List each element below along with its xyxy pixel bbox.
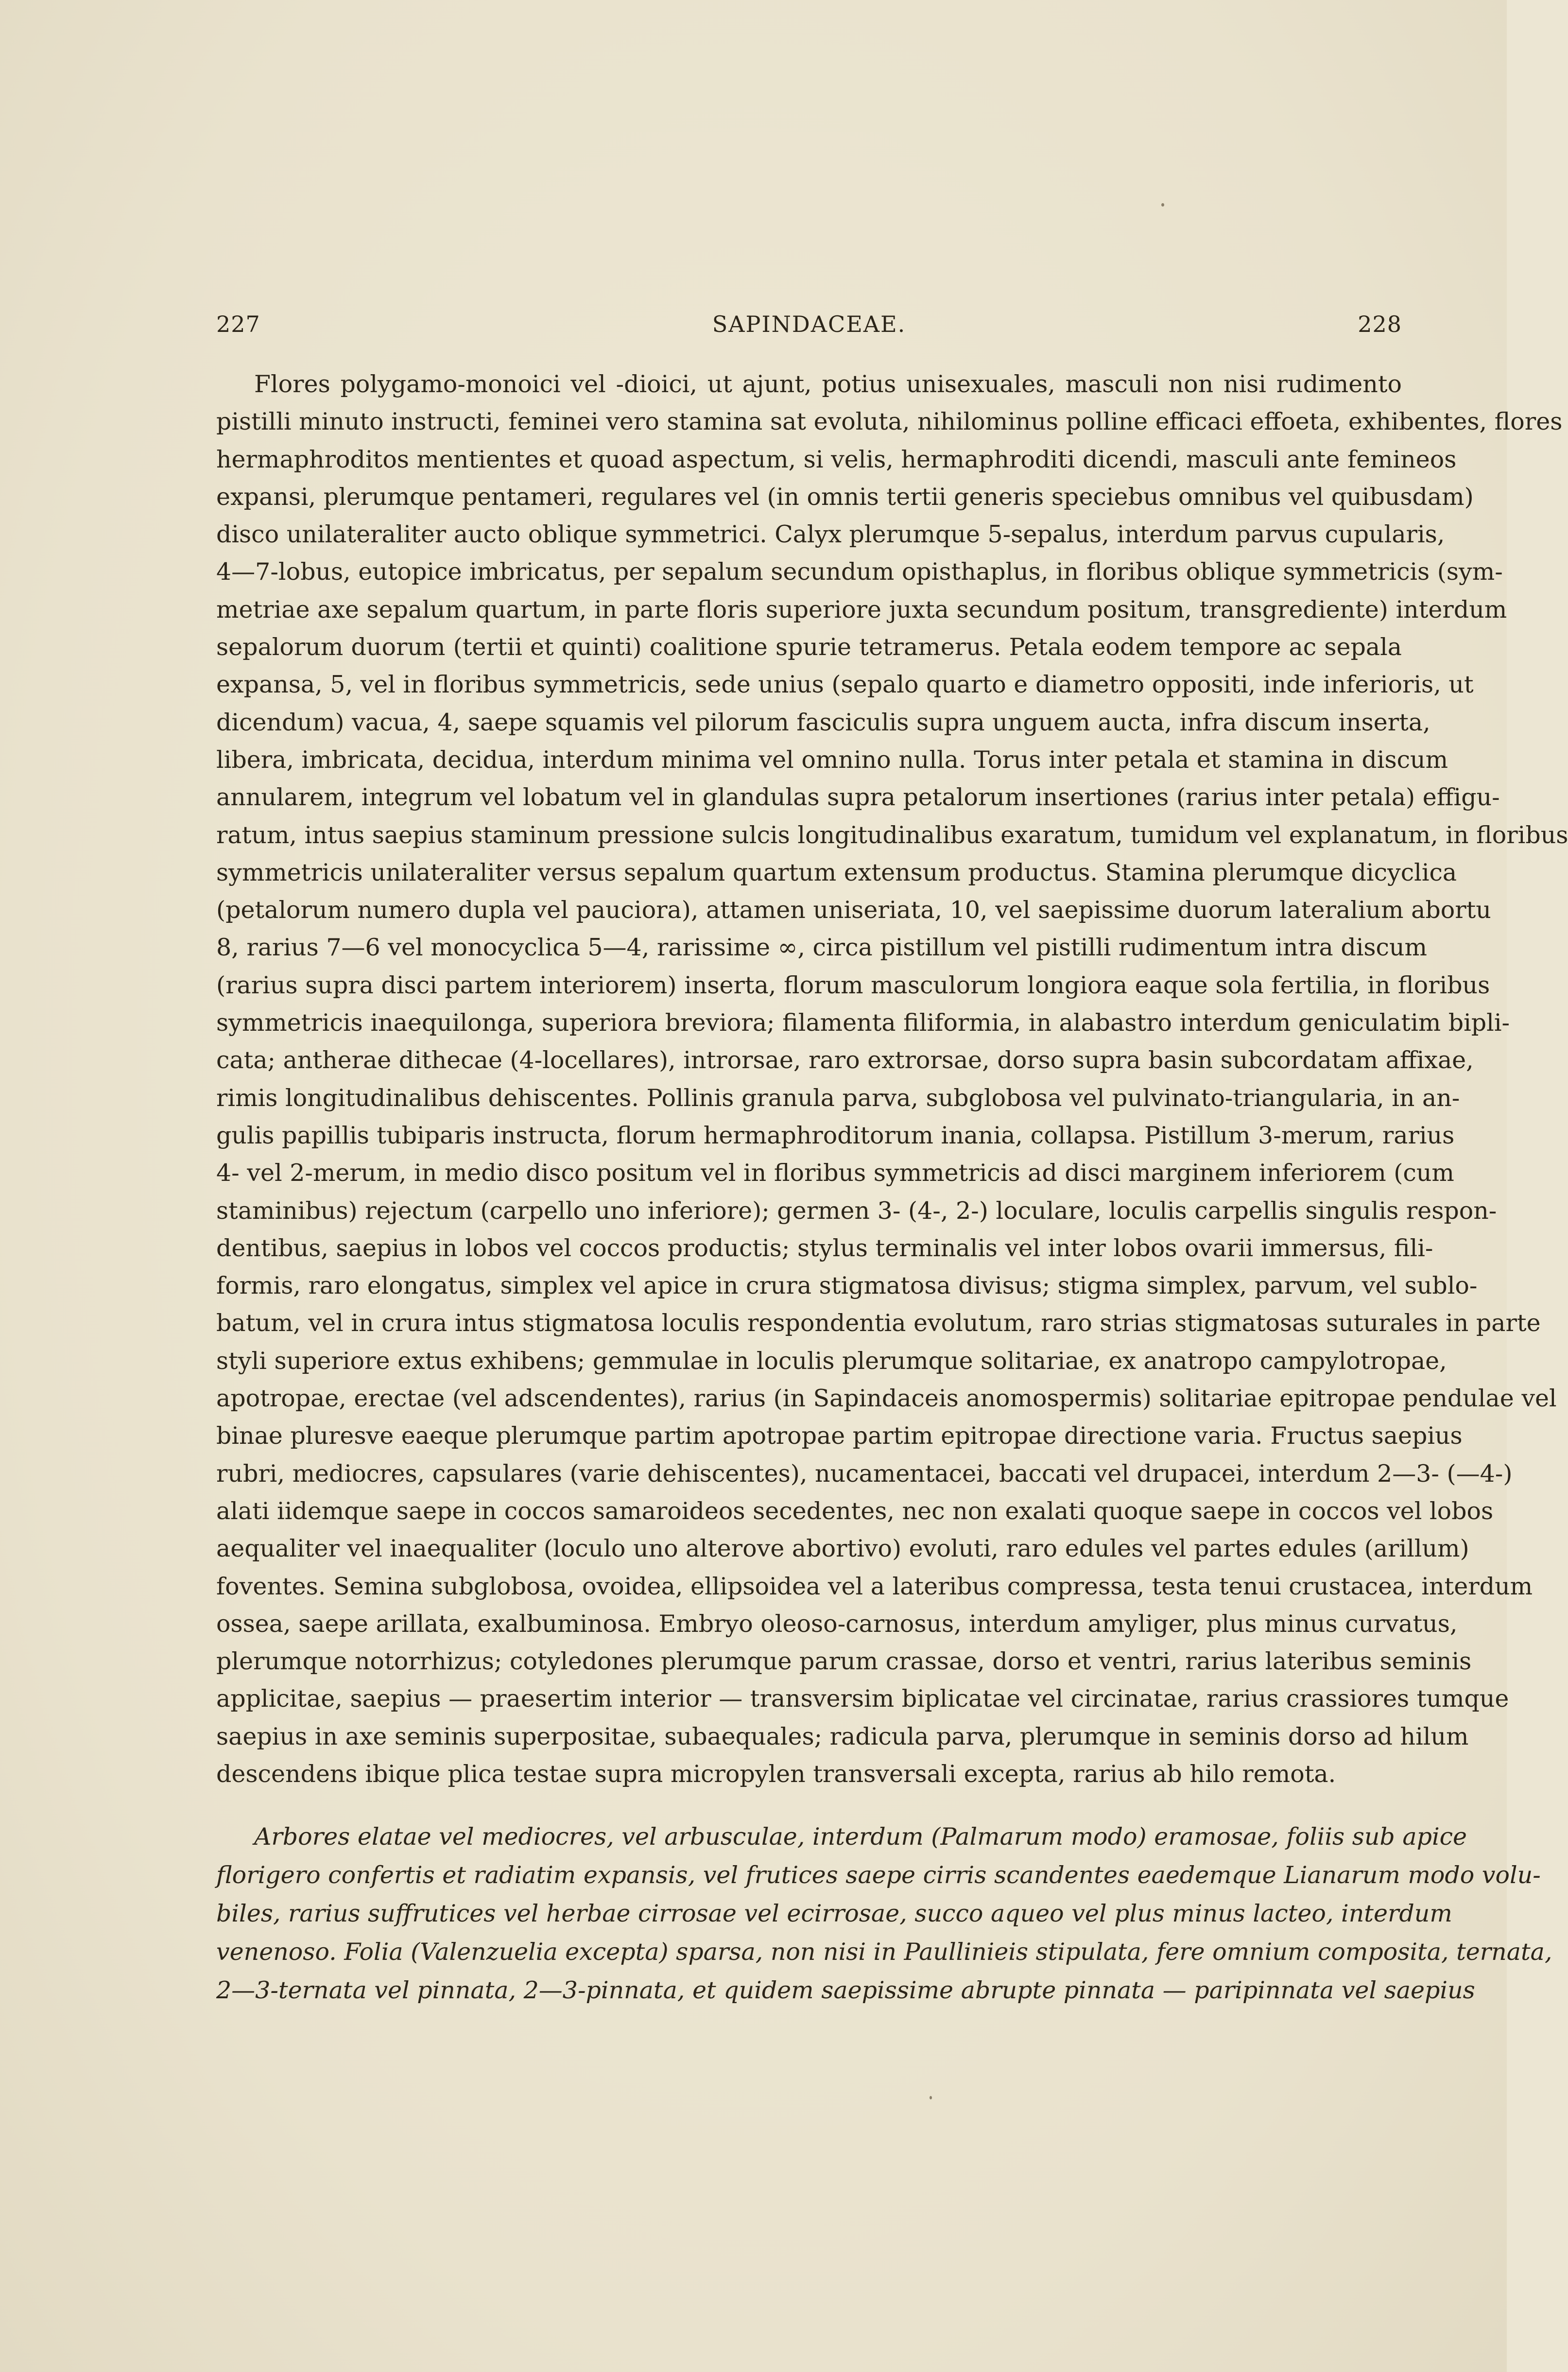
text-line: dicendum) vacua, 4, saepe squamis vel pilorum fasciculis supra unguem aucta, infra discum inserta, [216, 708, 1430, 736]
text-line: rimis longitudinalibus dehiscentes. Pollinis granula parva, subglobosa vel pulvinato-triangularia, in an- [216, 1084, 1460, 1112]
italic-text-line: biles, rarius suffrutices vel herbae cirrosae vel ecirrosae, succo aqueo vel plus minus lacteo, interdum [216, 1900, 1452, 1927]
text-line: staminibus) rejectum (carpello uno inferiore); germen 3- (4-, 2-) loculare, loculis carpellis singulis respon- [216, 1196, 1497, 1225]
text-line: 8, rarius 7—6 vel monocyclica 5—4, rarissime ∞, circa pistillum vel pistilli rudimentum intra discum [216, 934, 1427, 962]
text-line: binae pluresve eaeque plerumque partim apotropae partim epitropae directione varia. Fructus saepius [216, 1422, 1463, 1450]
text-line: libera, imbricata, decidua, interdum minima vel omnino nulla. Torus inter petala et stamina in discum [216, 745, 1448, 774]
text-line: hermaphroditos mentientes et quoad aspectum, si velis, hermaphroditi dicendi, masculi ante femineos [216, 445, 1457, 473]
left-page-number: 227 [216, 311, 260, 337]
text-line: applicitae, saepius — praesertim interior — transversim biplicatae vel circinatae, rarius crassiores tumque [216, 1685, 1509, 1713]
right-page-number: 228 [1358, 311, 1402, 337]
text-line: dentibus, saepius in lobos vel coccos productis; stylus terminalis vel inter lobos ovarii immersus, fili- [216, 1234, 1433, 1262]
text-line: annularem, integrum vel lobatum vel in glandulas supra petalorum insertiones (rarius inter petala) effigu- [216, 783, 1500, 812]
text-line: (petalorum numero dupla vel pauciora), attamen uniseriata, 10, vel saepissime duorum lateralium abortu [216, 896, 1491, 924]
text-line: (rarius supra disci partem interiorem) inserta, florum masculorum longiora eaque sola fertilia, in floribus [216, 971, 1490, 999]
text-line: descendens ibique plica testae supra micropylen transversali excepta, rarius ab hilo remota. [216, 1760, 1336, 1788]
text-line: gulis papillis tubiparis instructa, florum hermaphroditorum inania, collapsa. Pistillum 3-merum, rarius [216, 1121, 1455, 1149]
habit-paragraph [216, 1818, 1552, 2009]
text-line: cata; antherae dithecae (4-locellares), introrsae, raro extrorsae, dorso supra basin subcordatam affixae, [216, 1046, 1474, 1074]
text-line: styli superiore extus exhibens; gemmulae in loculis plerumque solitariae, ex anatropo campylotropae, [216, 1347, 1447, 1375]
text-line: ratum, intus saepius staminum pressione sulcis longitudinalibus exaratum, tumidum vel explanatum, in floribus [216, 821, 1568, 849]
text-line: 4—7-lobus, eutopice imbricatus, per sepalum secundum opisthaplus, in floribus oblique symmetricis (sym- [216, 558, 1503, 586]
text-line: disco unilateraliter aucto oblique symmetrici. Calyx plerumque 5-sepalus, interdum parvus cupularis, [216, 520, 1445, 549]
text-line: ossea, saepe arillata, exalbuminosa. Embryo oleoso-carnosus, interdum amyliger, plus minus curvatus, [216, 1610, 1458, 1638]
text-line: 4- vel 2-merum, in medio disco positum vel in floribus symmetricis ad disci marginem inferiorem (cum [216, 1159, 1454, 1187]
italic-text-line: 2—3-ternata vel pinnata, 2—3-pinnata, et quidem saepissime abrupte pinnata — paripinnata vel saepius [216, 1976, 1475, 2004]
text-line: Flores polygamo-monoici vel -dioici, ut ajunt, potius unisexuales, masculi non nisi rudimento [254, 370, 1402, 398]
text-line: batum, vel in crura intus stigmatosa loculis respondentia evolutum, raro strias stigmatosas suturales in parte [216, 1309, 1541, 1337]
text-line: expansa, 5, vel in floribus symmetricis, sede unius (sepalo quarto e diametro oppositi, inde inferioris, ut [216, 671, 1474, 699]
text-line: pistilli minuto instructi, feminei vero stamina sat evoluta, nihilominus polline efficaci effoeta, exhibentes, flores [216, 408, 1563, 436]
paper-speck [930, 2096, 932, 2099]
paper-speck [1161, 203, 1164, 207]
text-line: saepius in axe seminis superpositae, subaequales; radicula parva, plerumque in seminis dorso ad hilum [216, 1722, 1469, 1750]
running-header [216, 311, 1402, 345]
italic-text-line: Arbores elatae vel mediocres, vel arbusculae, interdum (Palmarum modo) eramosae, foliis sub apice [254, 1823, 1467, 1851]
text-line: aequaliter vel inaequaliter (loculo uno alterove abortivo) evoluti, raro edules vel partes edules (arillum) [216, 1535, 1469, 1563]
text-line: alati iidemque saepe in coccos samaroideos secedentes, nec non exalati quoque saepe in coccos vel lobos [216, 1497, 1494, 1525]
running-title: SAPINDACEAE. [712, 311, 906, 337]
text-line: rubri, mediocres, capsulares (varie dehiscentes), nucamentacei, baccati vel drupacei, interdum 2—3- (—4-) [216, 1459, 1513, 1488]
italic-text-line: florigero confertis et radiatim expansis, vel frutices saepe cirris scandentes eaedemque Lianarum modo volu- [216, 1861, 1541, 1889]
text-line: sepalorum duorum (tertii et quinti) coalitione spurie tetramerus. Petala eodem tempore ac sepala [216, 633, 1402, 661]
text-line: metriae axe sepalum quartum, in parte floris superiore juxta secundum positum, transgrediente) interdum [216, 595, 1507, 623]
description-paragraph [216, 365, 1568, 1793]
text-line: expansi, plerumque pentameri, regulares vel (in omnis tertii generis speciebus omnibus vel quibusdam) [216, 483, 1474, 511]
italic-text-line: venenoso. Folia (Valenzuelia excepta) sparsa, non nisi in Paullinieis stipulata, fere omnium composita, ternata, [216, 1938, 1552, 1966]
text-line: plerumque notorrhizus; cotyledones plerumque parum crassae, dorso et ventri, rarius lateribus seminis [216, 1647, 1472, 1676]
text-line: symmetricis inaequilonga, superiora breviora; filamenta filiformia, in alabastro interdum geniculatim bipli- [216, 1009, 1510, 1037]
text-line: apotropae, erectae (vel adscendentes), rarius (in Sapindaceis anomospermis) solitariae epitropae pendulae vel [216, 1385, 1557, 1413]
text-line: formis, raro elongatus, simplex vel apice in crura stigmatosa divisus; stigma simplex, parvum, vel sublo- [216, 1272, 1478, 1300]
text-line: foventes. Semina subglobosa, ovoidea, ellipsoidea vel a lateribus compressa, testa tenui crustacea, interdum [216, 1572, 1533, 1600]
text-line: symmetricis unilateraliter versus sepalum quartum extensum productus. Stamina plerumque dicyclica [216, 858, 1457, 886]
